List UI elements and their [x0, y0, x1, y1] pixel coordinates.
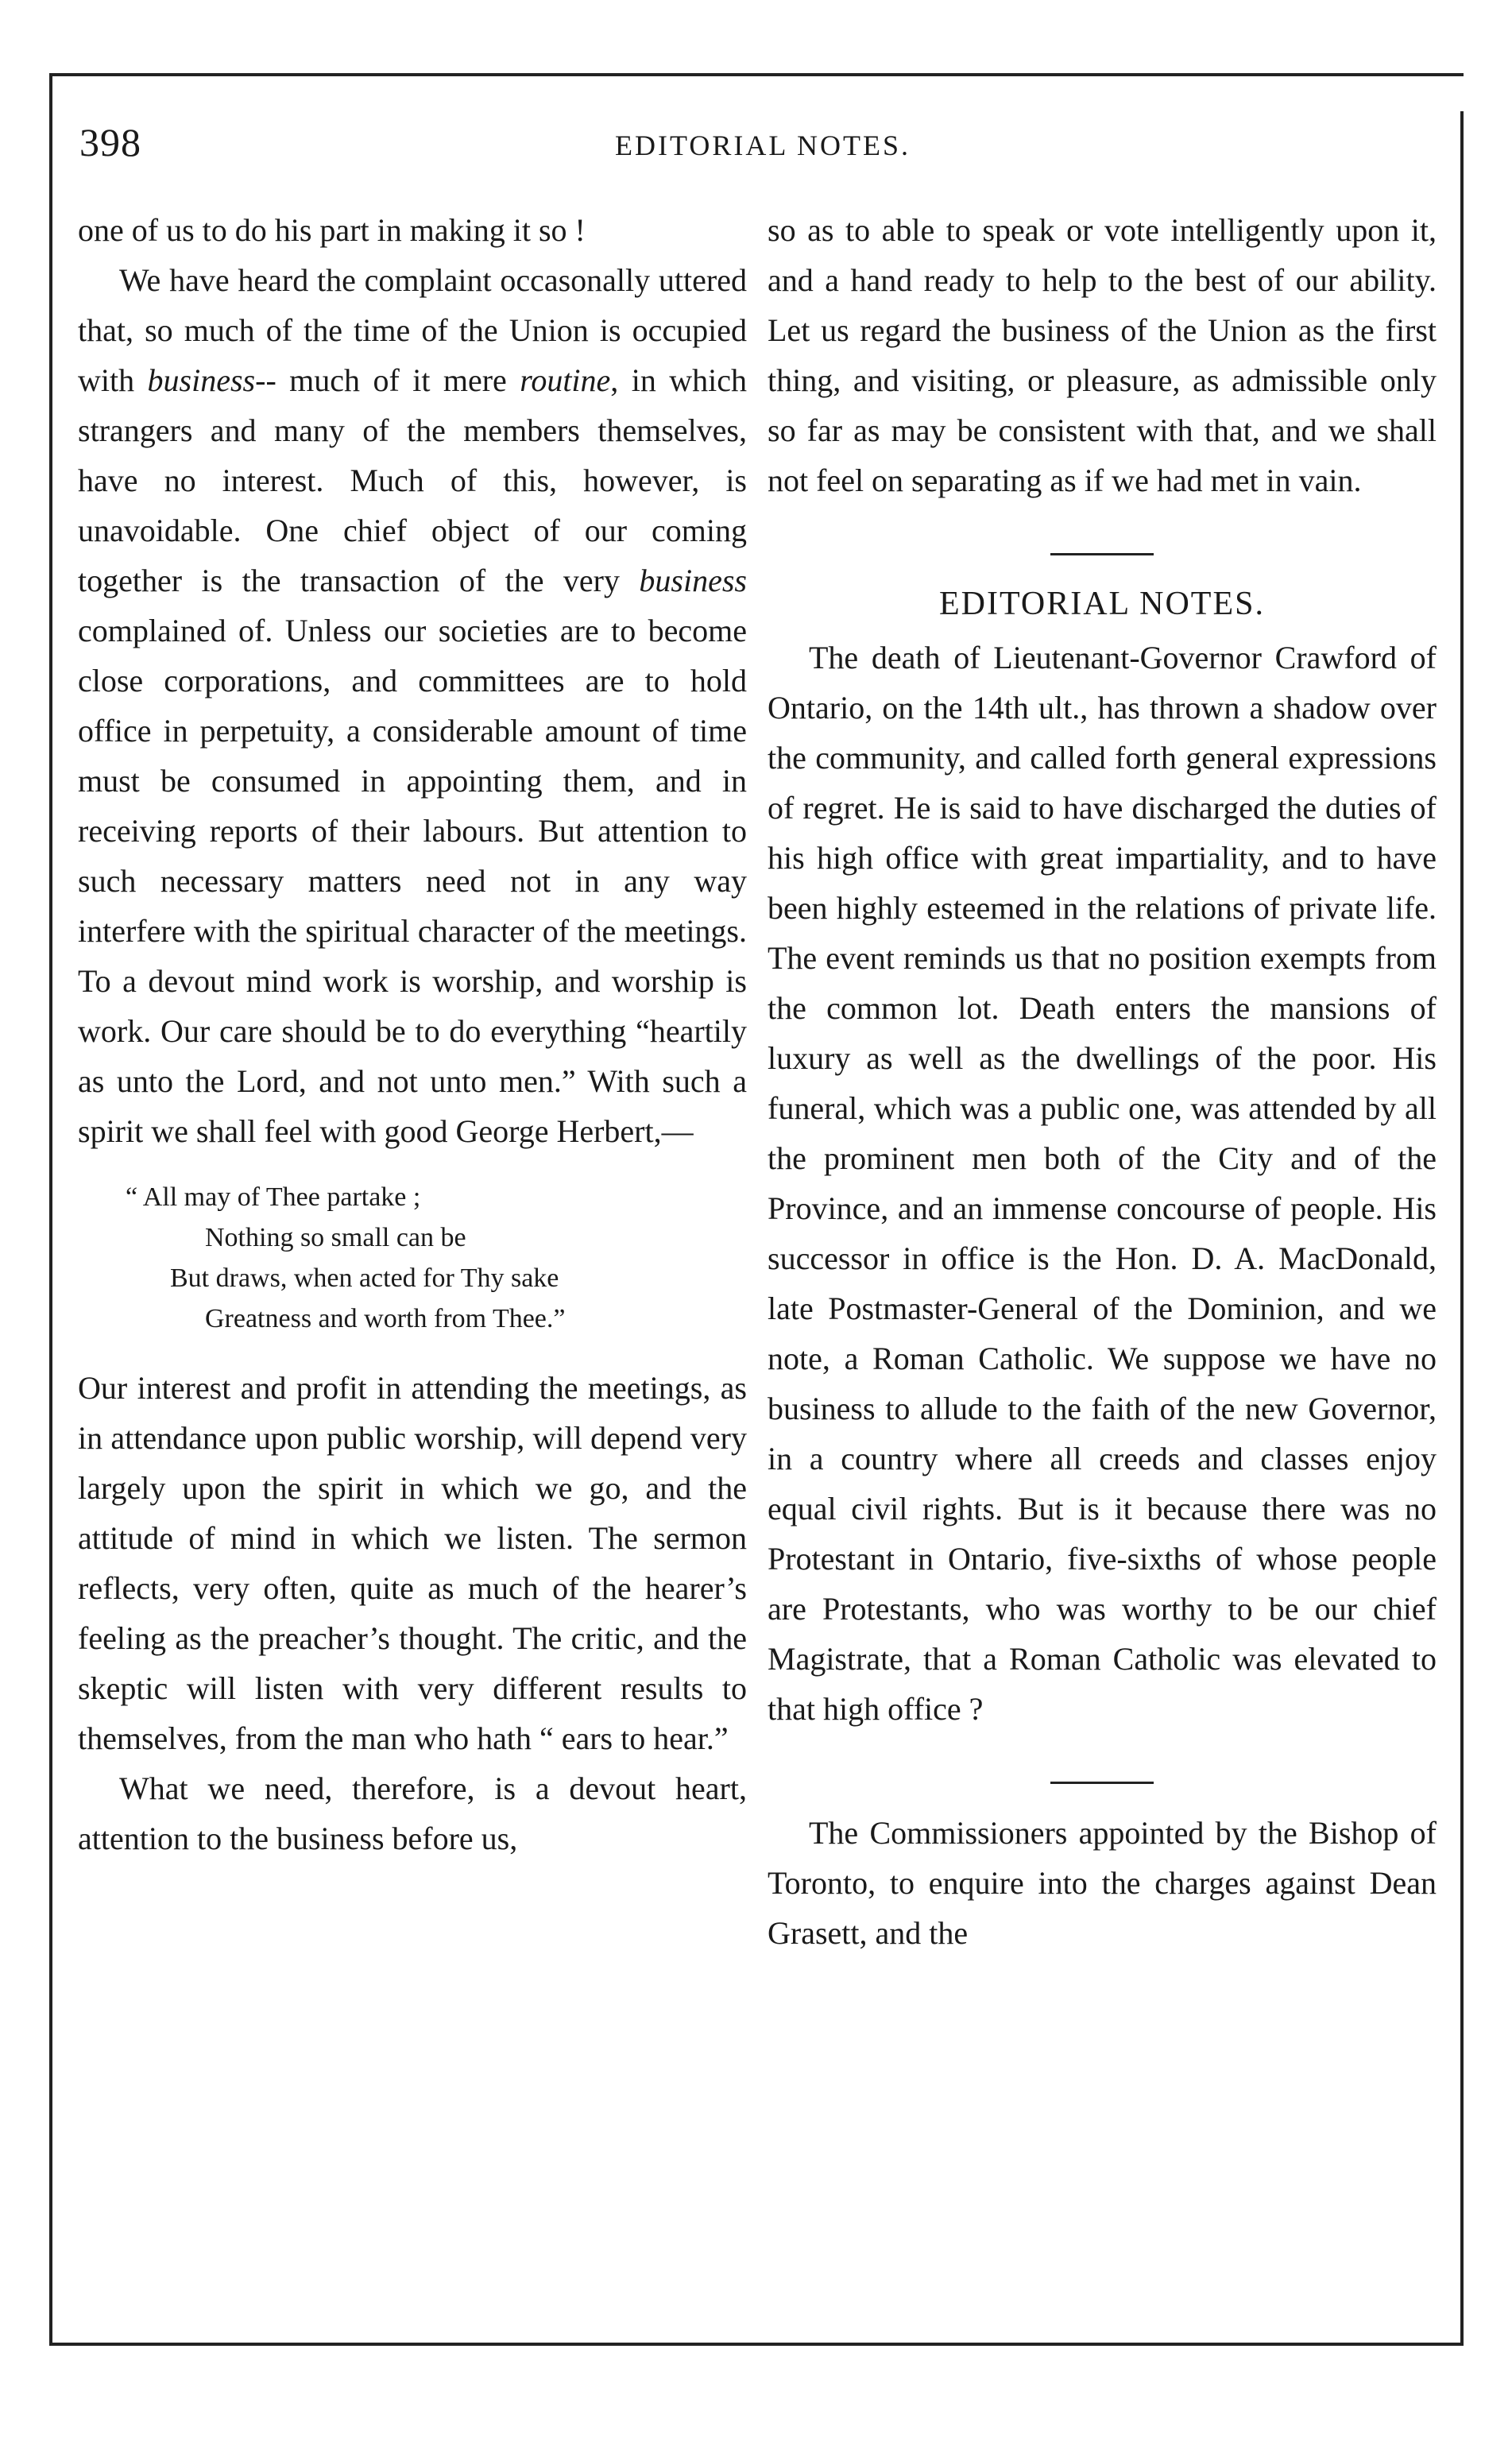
emphasis-business: business: [147, 362, 256, 398]
section-heading: EDITORIAL NOTES.: [939, 586, 1265, 622]
paragraph-commissioners: The Commissioners appointed by the Bishop of Toronto, to enquire into the charges against Dean Grasett, and the: [768, 1815, 1437, 1951]
verse-line: Greatness and worth from Thee.”: [205, 1304, 566, 1333]
paragraph-complaint: [78, 255, 747, 1156]
verse-line: Nothing so small can be: [205, 1223, 466, 1252]
verse-line: “ All may of Thee partake ;: [126, 1182, 421, 1212]
text-run: , in which strangers and many of the members themselves, have no interest. Much of this, however, is unavoidable. One chief object of our coming together is the transaction of the very: [78, 362, 748, 598]
text-run: complained of. Unless our societies are to become close corporations, and committees are to hold office in perpetuity, a considerable amount of time must be consumed in appointing them, and in receiving reports of their labours. But attention to such necessary matters need not in any way interfere with the spiritual character of the meetings. To a devout mind work is worship, and worship is work. Our care should be to do everything “heartily as unto the Lord, and not unto men.” With such a spirit we shall feel with good George Herbert,—: [78, 613, 747, 1149]
paragraph-continuation: one of us to do his part in making it so !: [78, 212, 586, 248]
text-run: -- much of it mere: [255, 362, 520, 398]
page-border-left: [49, 73, 52, 2346]
paragraph-crawford-death: The death of Lieutenant-Governor Crawford of Ontario, on the 14th ult., has thrown a shadow over the community, and called forth general expressions of regret. He is said to have discharged the duties of his high office with great impartiality, and to have been highly esteemed in the relations of private life. The event reminds us that no position exempts from the common lot. Death enters the mansions of luxury as well as the dwellings of the poor. His funeral, which was a public one, was attended by all the prominent men both of the City and of the Province, and an immense concourse of people. His successor in office is the Hon. D. A. MacDonald, late Postmaster-General of the Dominion, and we note, a Roman Catholic. We suppose we have no business to allude to the faith of the new Governor, in a country where all creeds and classes enjoy equal civil rights. But is it because there was no Protestant in Ontario, five-sixths of whose people are Protestants, who was worthy to be our chief Magistrate, that a Roman Catholic was elevated to that high office ?: [768, 640, 1437, 1727]
page-border-top: [49, 73, 1464, 76]
text-run: We have heard the complaint occasonally uttered that, so much of the time of the Union is occupied with: [78, 262, 747, 398]
page-header: [79, 119, 1446, 183]
running-head: EDITORIAL NOTES.: [615, 130, 911, 161]
emphasis-business: business: [639, 563, 747, 598]
page-number: 398: [79, 120, 141, 164]
section-divider: [1050, 553, 1154, 555]
paragraph-interest: Our interest and profit in attending the meetings, as in attendance upon public worship, will depend very largely upon the spirit in which we go, and the attitude of mind in which we listen. The sermon reflects, very often, quite as much of the hearer’s feeling as the preacher’s thought. The critic, and the skeptic will listen with very different results to themselves, from the man who hath “ ears to hear.”: [78, 1370, 747, 1756]
paragraph-continuation: so as to able to speak or vote intelligently upon it, and a hand ready to help to the best of our ability. Let us regard the business of the Union as the first thing, and visiting, or pleasure, as admissible only so far as may be consistent with that, and we shall not feel on separating as if we had met in vain.: [768, 212, 1437, 498]
page-border-right: [1460, 111, 1464, 2346]
left-column: [78, 205, 747, 1863]
right-column: [768, 205, 1437, 1958]
verse-line: But draws, when acted for Thy sake: [170, 1263, 559, 1293]
paragraph-need: What we need, therefore, is a devout heart, attention to the business before us,: [78, 1770, 747, 1856]
section-divider: [1050, 1782, 1154, 1784]
emphasis-routine: routine: [520, 362, 611, 398]
page-border-bottom: [49, 2343, 1464, 2346]
verse-quote: [78, 1177, 747, 1339]
